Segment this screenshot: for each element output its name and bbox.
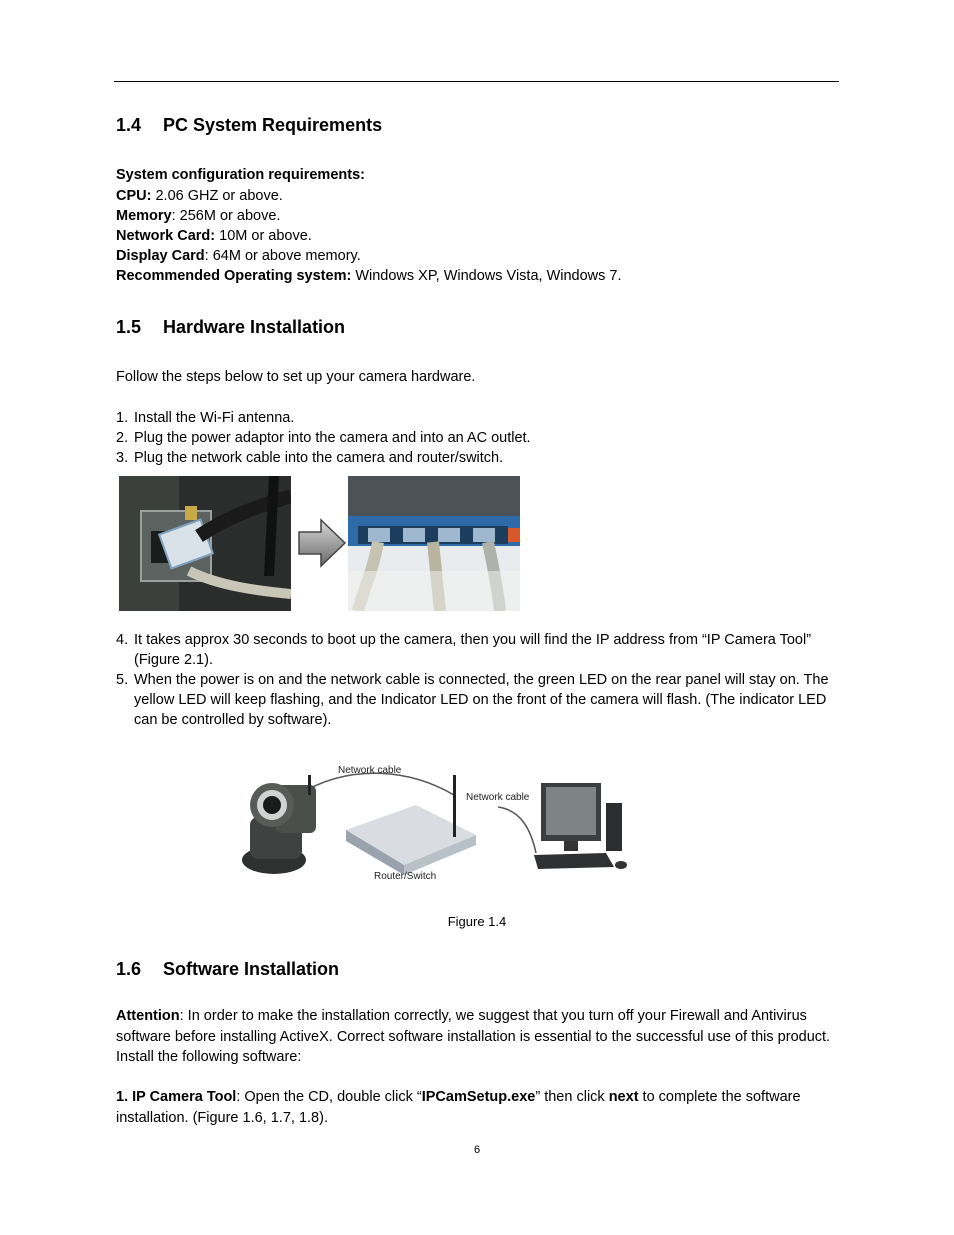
requirement-cpu: CPU: 2.06 GHZ or above. (116, 188, 283, 204)
hardware-intro: Follow the steps below to set up your camera hardware. (116, 369, 476, 385)
requirement-memory: Memory: 256M or above. (116, 208, 281, 224)
list-item: 5. When the power is on and the network cable is connected, the green LED on the rear panel will stay on. The yellow LED will keep flashing, and the Indicator LED on the front of the camera will flash. (The indicator LED can be controlled by software). (116, 672, 829, 728)
hardware-steps-1-3 (116, 408, 846, 468)
page-number: 6 (473, 1144, 481, 1156)
list-item: 4. It takes approx 30 seconds to boot up the camera, then you will find the IP address from “IP Camera Tool” (Figure 2.1). (116, 632, 812, 668)
attention-paragraph: Attention: In order to make the installation correctly, we suggest that you turn off your Firewall and Antivirus software before installing ActiveX. Correct software installation is essential to the successful use of this product. Install the following software: (116, 1008, 831, 1065)
section-heading-1-5: 1.5 Hardware Installation (116, 317, 346, 337)
requirements-heading: System configuration requirements: (116, 167, 365, 183)
header-rule (114, 81, 839, 82)
ip-camera-icon (242, 775, 316, 874)
arrow-right-icon (297, 518, 347, 568)
photo-router-ports (348, 476, 520, 611)
label-network-cable-2: Network cable (466, 792, 530, 803)
figure-caption: Figure 1.4 (447, 914, 507, 929)
label-router-switch: Router/Switch (374, 871, 437, 882)
ip-camera-tool-paragraph: 1. IP Camera Tool: Open the CD, double click “IPCamSetup.exe” then click next to complete the software installation. (Figure 1.6, 1.7, 1.8). (116, 1089, 801, 1126)
hardware-steps-4-5 (116, 630, 846, 730)
section-heading-1-6: 1.6 Software Installation (116, 959, 340, 979)
list-item: 2. Plug the power adaptor into the camera and into an AC outlet. (116, 430, 531, 446)
requirement-network: Network Card: 10M or above. (116, 228, 312, 244)
section-heading-1-4: 1.4 PC System Requirements (116, 115, 383, 135)
photo-camera-port (119, 476, 291, 611)
requirement-display: Display Card: 64M or above memory. (116, 248, 361, 264)
list-item: 1. Install the Wi-Fi antenna. (116, 410, 295, 426)
requirement-os: Recommended Operating system: Windows XP, Windows Vista, Windows 7. (116, 268, 622, 284)
router-switch-icon (346, 775, 476, 875)
list-item: 3. Plug the network cable into the camera and router/switch. (116, 450, 504, 466)
network-diagram (236, 755, 636, 885)
computer-icon (534, 783, 627, 869)
label-network-cable-1: Network cable (338, 765, 402, 776)
